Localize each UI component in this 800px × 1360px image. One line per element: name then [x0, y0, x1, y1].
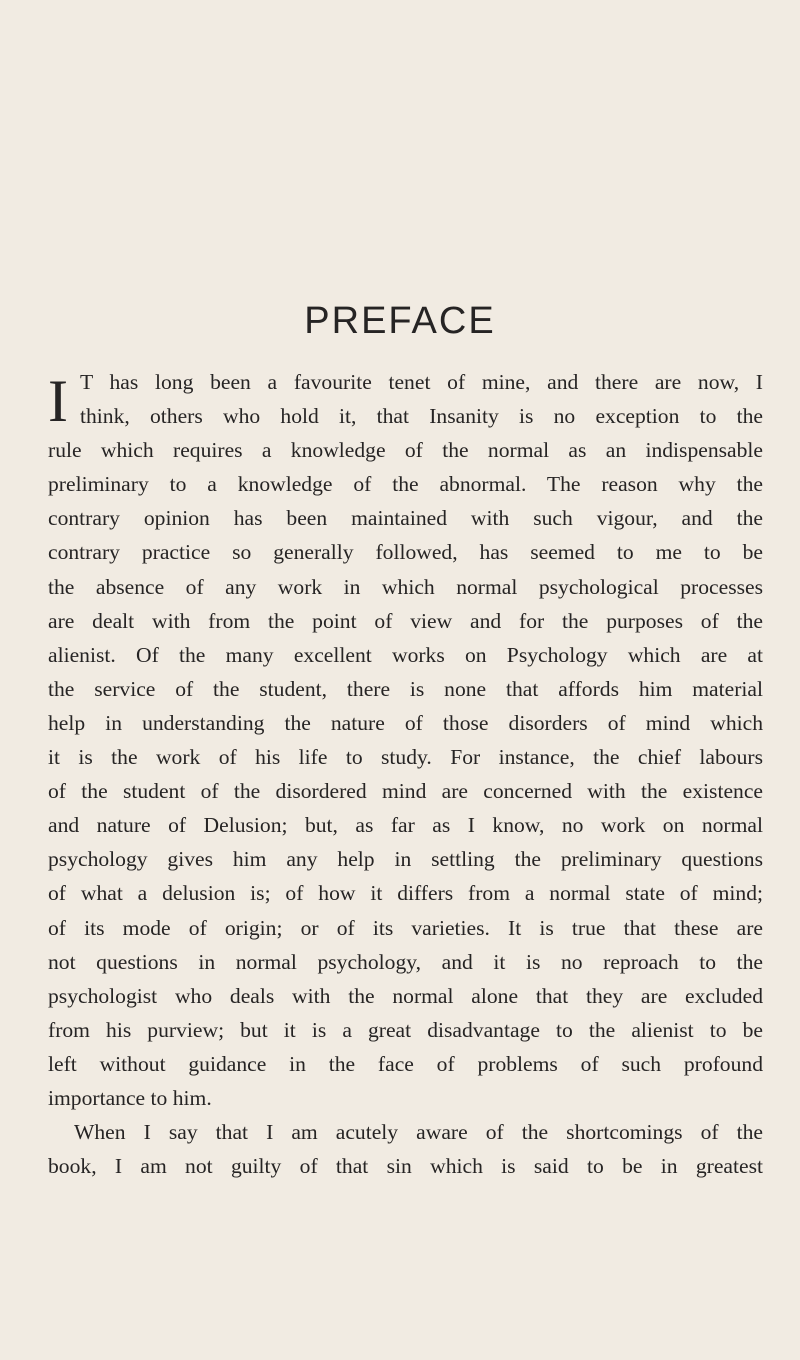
- text-line: importance to him.: [48, 1085, 212, 1110]
- drop-cap: I: [48, 368, 68, 434]
- text-line: of its mode of origin; or of its varieties. It is true that these are: [48, 915, 763, 940]
- text-line: of the student of the disordered mind are concerned with the existence: [48, 779, 763, 804]
- text-line: book, I am not guilty of that sin which is said to be in greatest: [48, 1154, 763, 1179]
- text-line: contrary opinion has been maintained with such vigour, and the: [48, 506, 763, 531]
- text-line: not questions in normal psychology, and it is no reproach to the: [48, 949, 763, 974]
- text-line: and nature of Delusion; but, as far as I know, no work on normal: [48, 813, 763, 838]
- paragraph-2: [48, 1115, 763, 1183]
- text-line: left without guidance in the face of problems of such profound: [48, 1051, 763, 1076]
- text-line: psychology gives him any help in settling the preliminary questions: [48, 847, 763, 872]
- text-line: the service of the student, there is none that affords him material: [48, 676, 763, 701]
- text-line: it is the work of his life to study. For instance, the chief labours: [48, 745, 763, 770]
- text-line: are dealt with from the point of view and for the purposes of the: [48, 608, 763, 633]
- text-line: alienist. Of the many excellent works on Psychology which are at: [48, 642, 763, 667]
- paragraph-1: [48, 365, 763, 1115]
- text-line: the absence of any work in which normal psychological processes: [48, 574, 763, 599]
- text-line: rule which requires a knowledge of the normal as an indispensable: [48, 438, 763, 463]
- text-line: from his purview; but it is a great disadvantage to the alienist to be: [48, 1017, 763, 1042]
- text-line: of what a delusion is; of how it differs from a normal state of mind;: [48, 881, 763, 906]
- text-line: think, others who hold it, that Insanity is no exception to the: [80, 404, 763, 429]
- page-title: PREFACE: [304, 300, 496, 342]
- text-line: preliminary to a knowledge of the abnormal. The reason why the: [48, 472, 763, 497]
- text-line-content: T has long been a favourite tenet of mine, and there are now, I: [80, 370, 763, 394]
- text-line: psychologist who deals with the normal alone that they are excluded: [48, 983, 763, 1008]
- text-line: help in understanding the nature of those disorders of mind which: [48, 710, 763, 735]
- body-text: [48, 365, 763, 1183]
- text-line: contrary practice so generally followed, has seemed to me to be: [48, 540, 763, 565]
- text-line: When I say that I am acutely aware of the shortcomings of the: [74, 1120, 763, 1145]
